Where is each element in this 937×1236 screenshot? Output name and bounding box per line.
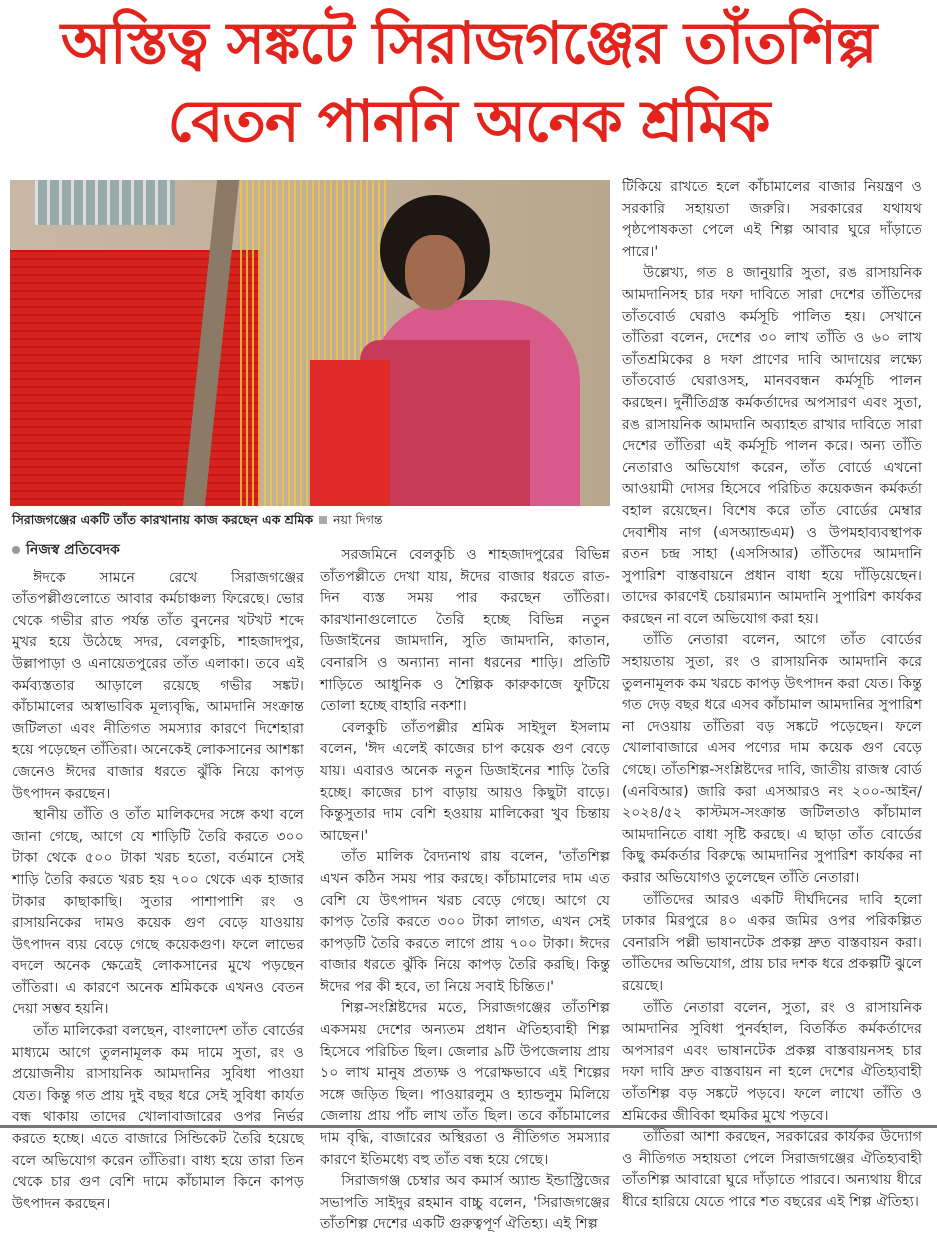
loom-fabric [310, 360, 390, 506]
paragraph: সরজমিনে বেলকুচি ও শাহজাদপুরের বিভিন্ন তাঁতপল্লীতে দেখা যায়, ঈদের বাজার ধরতে রাত-দিন ব্যস্ত সময় পার করছেন তাঁতিরা। কারখানাগুলোতে তৈরি হচ্ছে বিভিন্ন নতুন ডিজাইনের জামদানি, সুতি জামদানি, কাতান, বেনারসি ও অন্যান্য নানা ধরনের শাড়ি। প্রতিটি শাড়িতে আধুনিক ও শৈল্পিক কারুকাজে ফুটিয়ে তোলা হচ্ছে বাহারি নকশা। [320, 547, 610, 715]
article-column-3 [622, 177, 922, 1214]
article-column-2 [320, 545, 610, 1236]
photo-credit: নয়া দিগন্ত [333, 512, 383, 527]
paragraph: তাঁতি নেতারা বলেন, আগে তাঁত বোর্ডের সহায়তায় সুতা, রং ও রাসায়নিক আমদানি করে তুলনামূলক কম খরচে কাপড় উৎপাদন করা যেত। কিন্তু গত দেড় বছর ধরে এসব কাঁচামাল আমদানির সুপারিশ না দেওয়ায় তাঁতিরা বড় সঙ্কটে পড়েছেন। ফলে খোলাবাজারে এসব পণ্যের দাম কয়েক গুণ বেড়ে গেছে। তাঁতশিল্প-সংশ্লিষ্টদের দাবি, জাতীয় রাজস্ব বোর্ড (এনবিআর) জারি করা এসআরও নং ২০০-আইন/২০২৪/৫২ কাস্টমস-সংক্রান্ত জটিলতাও কাঁচামাল আমদানিতে বাধা সৃষ্টি করছে। এ ছাড়া তাঁত বোর্ডের কিছু কর্মকর্তার বিরুদ্ধে আমদানির সুপারিশ কার্যকর না করার অভিযোগও তুলেছেন তাঁতি নেতারা। [622, 632, 922, 886]
paragraph: ঈদকে সামনে রেখে সিরাজগঞ্জের তাঁতপল্লীগুলোতে আবার কর্মচাঞ্চল্য ফিরেছে। ভোর থেকে গভীর রাত পর্যন্ত তাঁত বুননের খটখট শব্দে মুখর হয়ে উঠেছে সদর, বেলকুচি, শাহজাদপুর, উল্লাপাড়া ও এনায়েতপুরের তাঁত এলাকা। তবে এই কর্মব্যস্ততার আড়ালে রয়েছে গভীর সঙ্কট। কাঁচামালের অস্বাভাবিক মূল্যবৃদ্ধি, আমদানি সংক্রান্ত জটিলতা এবং নীতিগত সমস্যার কারণে দিশেহারা হয়ে পড়েছেন তাঁতিরা। অনেকেই লোকসানের আশঙ্কা জেনেও ঈদের বাজার ধরতে ঝুঁকি নিয়ে কাপড় উৎপাদন করছেন। [12, 569, 304, 802]
byline [12, 540, 304, 562]
paragraph: সিরাজগঞ্জ চেম্বার অব কমার্স অ্যান্ড ইন্ডাস্ট্রিজের সভাপতি সাইদুর রহমান বাচ্চু বলেন, 'সিরাজগঞ্জের তাঁতশিল্প দেশের একটি গুরুত্বপূর্ণ ঐতিহ্য। এই শিল্প [320, 1173, 610, 1233]
paragraph: বেলকুচি তাঁতপল্লীর শ্রমিক সাইদুল ইসলাম বলেন, 'ঈদ এলেই কাজের চাপ কয়েক গুণ বেড়ে যায়। এবারও অনেক নতুন ডিজাইনের শাড়ি তৈরি হচ্ছে। কাজের চাপ বাড়ায় আয়ও কিছুটা বাড়ে। কিন্তুসুতার দাম বেশি হওয়ায় মালিকেরা খুব চিন্তায় আছেন।' [320, 719, 610, 844]
article-column-1 [12, 540, 304, 1215]
weaver-face [405, 235, 465, 310]
headline-line-1: অস্তিত্ব সঙ্কটে সিরাজগঞ্জের তাঁতশিল্প [60, 9, 877, 77]
paragraph: তাঁতি নেতারা বলেন, সুতা, রং ও রাসায়নিক আমদানির সুবিধা পুনর্বহাল, বিতর্কিত কর্মকর্তাদের অপসারণ এবং ভাষানটেক প্রকল্প বাস্তবায়নসহ চার দফা দাবি দ্রুত বাস্তবায়ন না হলে দেশের ঐতিহ্যবাহী তাঁতশিল্প বড় সঙ্কটে পড়বে। ফলে লাখো তাঁতি ও শ্রমিকের জীবিকা হুমকির মুখে পড়বে। [622, 999, 922, 1124]
photo-caption [12, 512, 383, 532]
paragraph: তাঁত মালিকেরা বলছেন, বাংলাদেশ তাঁত বোর্ডের মাধ্যমে আগে তুলনামূলক কম দামে সুতা, রং ও প্রয়োজনীয় রাসায়নিক আমদানির সুবিধা পাওয়া যেত। কিন্তু গত প্রায় দুই বছর ধরে সেই সুবিধা কার্যত বন্ধ থাকায় তাদের খোলাবাজারের ওপর নির্ভর করতে হচ্ছে। এতে বাজারে সিন্ডিকেট তৈরি হয়েছে বলে অভিযোগ করেন তাঁতিরা। বাধ্য হয়ে তারা তিন থেকে চার গুণ বেশি দামে কাঁচামাল কিনে কাপড় উৎপাদন করছেন। [12, 1023, 304, 1212]
headline [0, 4, 937, 160]
caption-text: সিরাজগঞ্জের একটি তাঁত কারখানায় কাজ করছেন এক শ্রমিক [12, 512, 314, 527]
paragraph: টিকিয়ে রাখতে হলে কাঁচামালের বাজার নিয়ন্ত্রণ ও সরকারি সহায়তা জরুরি। সরকারের যথাযথ পৃষ্ঠপোষকতা পেলে এই শিল্প আবার ঘুরে দাঁড়াতে পারে।' [622, 179, 922, 260]
bullet-icon [12, 546, 20, 554]
bottom-rule [0, 1125, 937, 1128]
paragraph: শিল্প-সংশ্লিষ্টদের মতে, সিরাজগঞ্জের তাঁতশিল্প একসময় দেশের অন্যতম প্রধান ঐতিহ্যবাহী শিল্প হিসেবে পরিচিত ছিল। জেলার ৯টি উপজেলায় প্রায় ১০ লাখ মানুষ প্রত্যক্ষ ও পরোক্ষভাবে এই শিল্পের সঙ্গে জড়িত ছিল। পাওয়ারলুম ও হ্যান্ডলুম মিলিয়ে জেলায় প্রায় পাঁচ লাখ তাঁত ছিল। তবে কাঁচামালের দাম বৃদ্ধি, বাজারের অস্থিরতা ও নীতিগত সমস্যার কারণে ইতিমধ্যে বহু তাঁত বন্ধ হয়ে গেছে। [320, 1000, 610, 1168]
paragraph: উল্লেখ্য, গত ৪ জানুয়ারি সুতা, রঙ রাসায়নিক আমদানিসহ চার দফা দাবিতে সারা দেশের তাঁতিদের তাঁতবোর্ড ঘেরাও কর্মসূচি পালিত হয়। সেখানে তাঁতিরা বলেন, দেশের ৩০ লাখ তাঁতি ও ৬০ লাখ তাঁতশ্রমিকের ৪ দফা প্রাণের দাবি আদায়ের লক্ষ্যে তাঁতবোর্ড ঘেরাওসহ, মানববন্ধন কর্মসূচি পালন করছেন। দুর্নীতিগ্রস্ত কর্মকর্তাদের অপসারণ এবং সুতা, রঙ রাসায়নিক আমদানি অব্যাহত রাখার দাবিতে সারা দেশের তাঁতিরা এই কর্মসূচি পালন করে। অন্য তাঁতি নেতারাও অভিযোগ করেন, তাঁত বোর্ডে এখনো আওয়ামী দোসর হিসেবে পরিচিত কয়েকজন কর্মকর্তা বহাল রয়েছেন। বিশেষ করে তাঁত বোর্ডের মেম্বার দেবাশীষ নাগ (এসঅ্যান্ডএম) ও উপমহাব্যবস্থাপক রতন চন্দ্র সাহা (এসসিআর) তাঁতিদের আমদানি সুপারিশ বাস্তবায়নে প্রধান বাধা হয়ে দাঁড়িয়েছেন। তাদের কারণেই চেয়ারম্যান আমদানি সুপারিশ কার্যকর করছেন না বলে অভিযোগ করা হয়। [622, 265, 922, 627]
headline-line-2: বেতন পাননি অনেক শ্রমিক [167, 87, 770, 155]
square-bullet-icon [319, 516, 327, 524]
paragraph: তাঁত মালিক বৈদ্যনাথ রায় বলেন, 'তাঁতশিল্প এখন কঠিন সময় পার করছে। কাঁচামালের দাম এত বেশি যে উৎপাদন খরচ বেড়ে গেছে। আগে যে কাপড় তৈরি করতে ৩০০ টাকা লাগত, এখন সেই কাপড়টি তৈরি করতে লাগে প্রায় ৭০০ টাকা। ঈদের বাজার ধরতে ঝুঁকি নিয়ে কাপড় তৈরি করছি। কিন্তু ঈদের পর কী হবে, তা নিয়ে সবাই চিন্তিত।' [320, 849, 610, 995]
paragraph: স্থানীয় তাঁতি ও তাঁত মালিকদের সঙ্গে কথা বলে জানা গেছে, আগে যে শাড়িটি তৈরি করতে ৩০০ টাকা থেকে ৫০০ টাকা খরচ হতো, বর্তমানে সেই শাড়ি তৈরি করতে খরচ হয় ৭০০ থেকে এক হাজার টাকার কাছাকাছি। সুতার পাশাপাশি রং ও রাসায়নিকের দামও কয়েক গুণ বেড়ে যাওয়ায় উৎপাদন ব্যয় বেড়ে গেছে কয়েকগুণ। ফলে লাভের বদলে অনেক ক্ষেত্রেই লোকসানের মুখে পড়ছেন তাঁতিরা। এ কারণে অনেক শ্রমিককে এখনও বেতন দেয়া সম্ভব হয়নি। [12, 807, 304, 1018]
paragraph: তাঁতিদের আরও একটি দীর্ঘদিনের দাবি হলো ঢাকার মিরপুরে ৪০ একর জমির ওপর পরিকল্পিত বেনারসি পল্লী ভাষানটেক প্রকল্প দ্রুত বাস্তবায়ন করা। তাঁতিদের অভিযোগ, প্রায় চার দশক ধরে প্রকল্পটি ঝুলে রয়েছে। [622, 891, 923, 994]
byline-text: নিজস্ব প্রতিবেদক [26, 542, 120, 558]
article-photo [10, 180, 610, 506]
paragraph: তাঁতিরা আশা করছেন, সরকারের কার্যকর উদ্যোগ ও নীতিগত সহায়তা পেলে সিরাজগঞ্জের ঐতিহ্যবাহী তাঁতশিল্প আবারো ঘুরে দাঁড়াতে পারবে। অন্যথায় ধীরে ধীরে হারিয়ে যেতে পারে শত বছরের এই শিল্প ঐতিহ্য। [622, 1129, 922, 1210]
window-grille [35, 180, 175, 225]
